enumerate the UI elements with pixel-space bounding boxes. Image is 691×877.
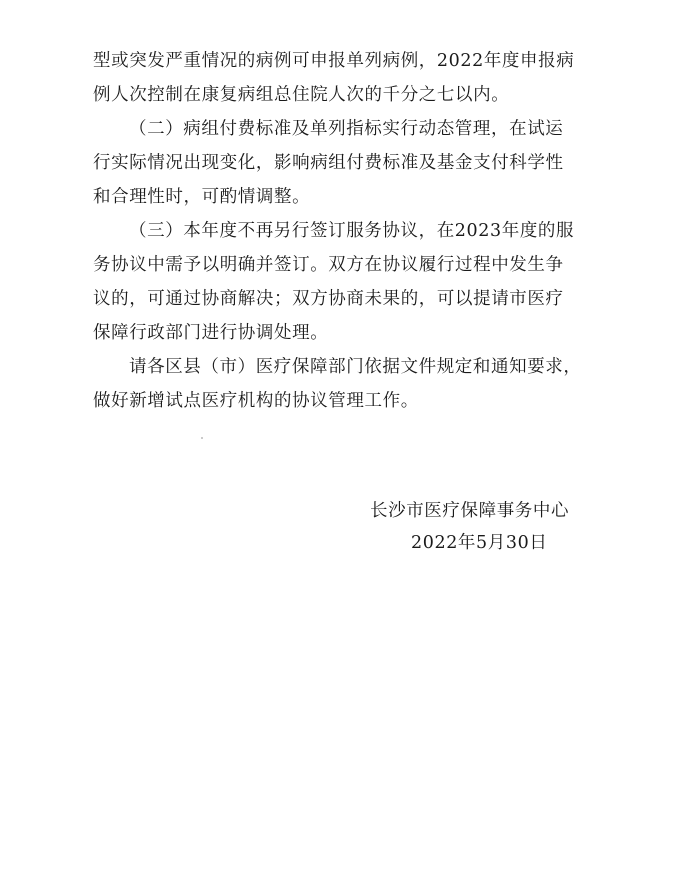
signature-date: 2022年5月30日 [411, 533, 548, 553]
paragraph-start-line: （二）病组付费标准及单列指标实行动态管理，在试运 [129, 119, 564, 139]
document-body [93, 44, 598, 418]
text-line: 议的，可通过协商解决；双方协商未果的，可以提请市医疗 [93, 289, 564, 309]
text-line: 型或突发严重情况的病例可申报单列病例，2022年度申报病 [93, 51, 575, 71]
paragraph-start-line: （三）本年度不再另行签订服务协议，在2023年度的服 [129, 221, 575, 241]
scan-speck [201, 437, 203, 439]
text-line: 保障行政部门进行协调处理。 [93, 323, 329, 343]
text-line: 做好新增试点医疗机构的协议管理工作。 [93, 391, 419, 411]
paragraph-start-line: 请各区县（市）医疗保障部门依据文件规定和通知要求， [129, 357, 582, 377]
text-line: 务协议中需予以明确并签订。双方在协议履行过程中发生争 [93, 255, 564, 275]
text-line: 例人次控制在康复病组总住院人次的千分之七以内。 [93, 85, 510, 105]
text-line: 行实际情况出现变化，影响病组付费标准及基金支付科学性 [93, 153, 564, 173]
signature-organization: 长沙市医疗保障事务中心 [370, 501, 570, 521]
text-line: 和合理性时，可酌情调整。 [93, 187, 311, 207]
